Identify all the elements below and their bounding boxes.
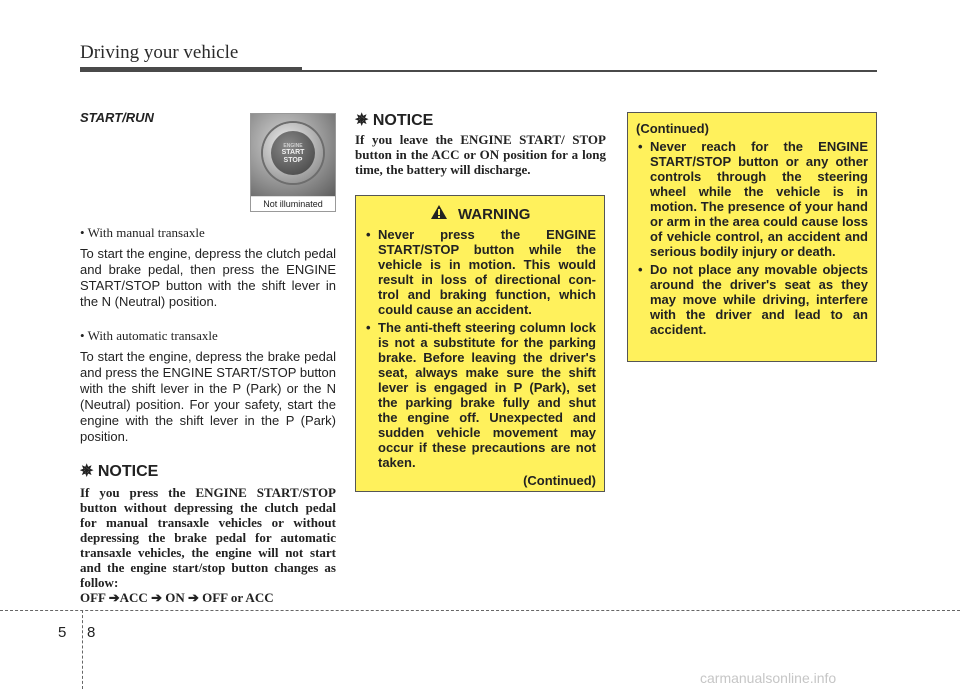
footer-rule bbox=[0, 610, 960, 611]
figure-caption: Not illuminated bbox=[251, 197, 335, 211]
notice-text: If you leave the ENGINE START/ STOP button in the ACC or ON position for a long time, the battery will discharge. bbox=[355, 132, 606, 177]
middle-column bbox=[355, 110, 606, 177]
watermark: carmanualsonline.info bbox=[700, 670, 837, 686]
warning-header bbox=[364, 204, 596, 224]
button-sequence: OFF ➔ACC ➔ ON ➔ OFF or ACC bbox=[80, 590, 274, 605]
manual-transaxle-label: • With manual transaxle bbox=[80, 225, 205, 240]
continued-label: (Continued) bbox=[523, 473, 596, 488]
warning-box bbox=[355, 195, 605, 492]
warning-item: • Do not place any movable objects around the driver's seat as they may move while driving, interfere with the driver and lead to an accident. bbox=[638, 262, 868, 337]
warning-item: • Never press the ENGINE START/STOP button while the vehicle is in motion. This would result in loss of directional con- trol and braking function, which could cause an accident. bbox=[366, 227, 596, 317]
start-stop-button-icon: ENGINE START STOP bbox=[271, 131, 315, 175]
header-rule-thick bbox=[80, 67, 302, 72]
automatic-transaxle-text: To start the engine, depress the brake pedal and press the ENGINE START/STOP button with the shift lever in the P (Park) or the N (Neutral) position. For your safety, start the engine with the shift lever in the P (Park) position. bbox=[80, 349, 336, 444]
continued-label: (Continued) bbox=[636, 121, 709, 136]
notice-text: If you press the ENGINE START/STOP button without depressing the clutch pedal for manual transaxle vehicles or without depressing the brake pedal for automatic transaxle vehicles, the engine will not start and the engine start/stop button changes as follow: bbox=[80, 485, 336, 590]
start-stop-button-figure bbox=[250, 113, 336, 212]
warning-item: • The anti-theft steering column lock is not a substitute for the parking brake. Before leaving the driver's seat, always make sure the shift lever is engaged in P (Park), set the parking brake fully and shut the engine off. Unexpected and sudden vehicle movement may occur if these precautions are not taken. bbox=[366, 320, 596, 470]
start-run-heading: START/RUN bbox=[80, 110, 154, 125]
notice-title: ✵ NOTICE bbox=[355, 112, 434, 129]
warning-label: WARNING bbox=[457, 206, 531, 223]
footer-divider bbox=[82, 610, 83, 689]
chapter-number: 5 bbox=[58, 624, 67, 641]
notice-title: ✵ NOTICE bbox=[80, 463, 159, 480]
page-header-title: Driving your vehicle bbox=[80, 42, 239, 63]
manual-transaxle-text: To start the engine, depress the clutch pedal and brake pedal, then press the ENGINE START/STOP button with the shift lever in the N (Neutral) position. bbox=[80, 246, 336, 309]
automatic-transaxle-label: • With automatic transaxle bbox=[80, 328, 218, 343]
header-rule-thin bbox=[302, 70, 877, 72]
warning-item: • Never reach for the ENGINE START/STOP button or any other controls through the steering wheel while the vehicle is in motion. The presence of your hand or arm in the area could cause loss of vehicle control, an accident and serious bodily injury or death. bbox=[638, 139, 868, 259]
page-number: 8 bbox=[87, 624, 96, 641]
warning-continued-box bbox=[627, 112, 877, 362]
warning-triangle-icon bbox=[430, 204, 448, 225]
